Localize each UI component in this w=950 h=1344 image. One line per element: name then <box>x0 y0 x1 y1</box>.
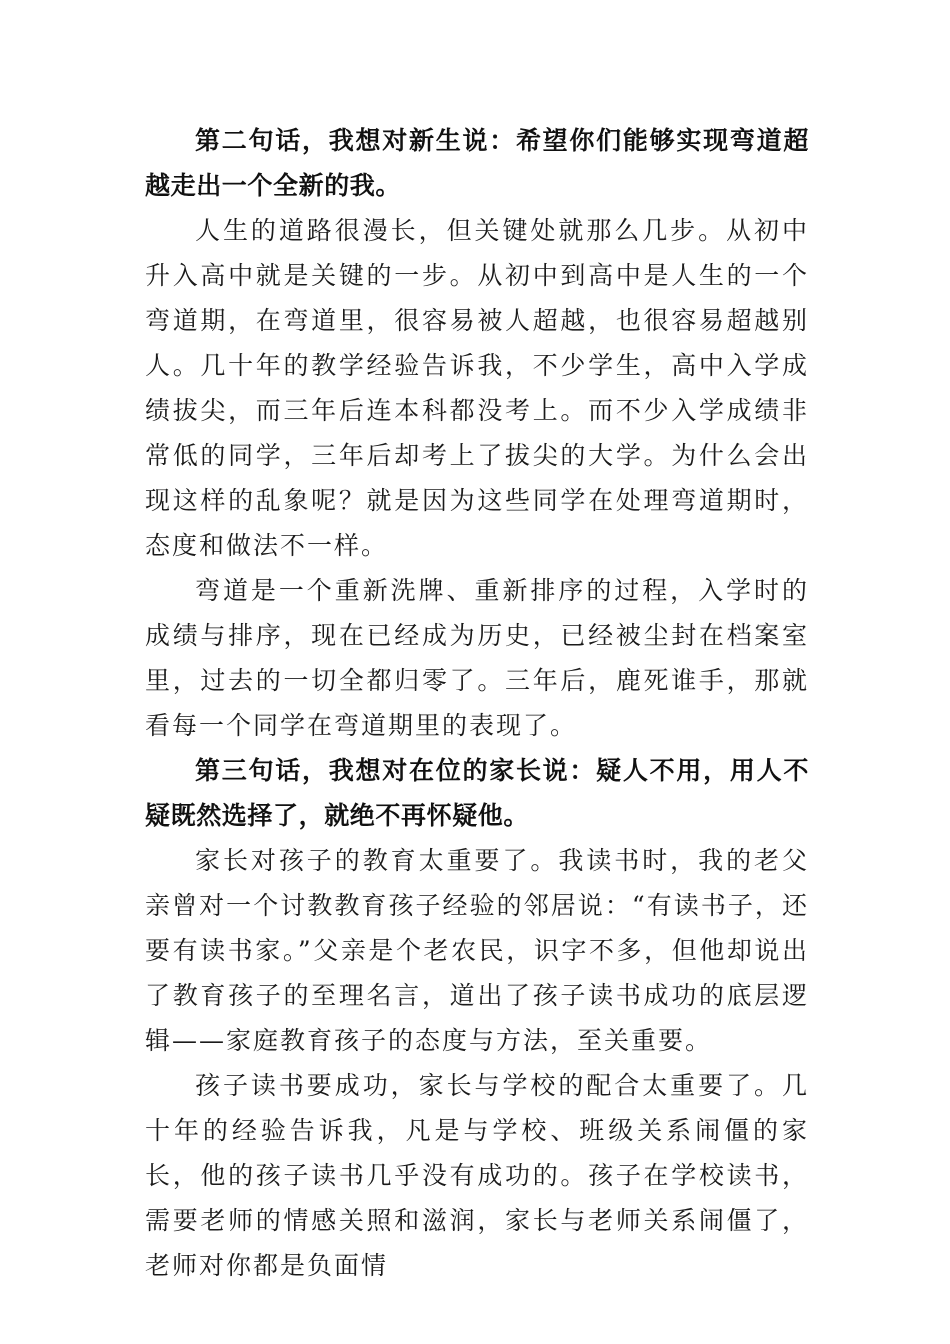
body-paragraph: 孩子读书要成功，家长与学校的配合太重要了。几十年的经验告诉我，凡是与学校、班级关系闹僵的家长，他的孩子读书几乎没有成功的。孩子在学校读书，需要老师的情感关照和滋润，家长与老师关系闹僵了，老师对你都是负面情 <box>145 1071 809 1280</box>
heading-second-sentence: 第二句话，我想对新生说：希望你们能够实现弯道超越走出一个全新的我。 <box>145 126 809 200</box>
document-page <box>145 118 809 1288</box>
body-paragraph: 家长对孩子的教育太重要了。我读书时，我的老父亲曾对一个讨教教育孩子经验的邻居说：“有读书子，还要有读书家。”父亲是个老农民，识字不多，但他却说出了教育孩子的至理名言，道出了孩子读书成功的底层逻辑——家庭教育孩子的态度与方法，至关重要。 <box>145 846 809 1055</box>
body-paragraph: 弯道是一个重新洗牌、重新排序的过程，入学时的成绩与排序，现在已经成为历史，已经被尘封在档案室里，过去的一切全都归零了。三年后，鹿死谁手，那就看每一个同学在弯道期里的表现了。 <box>145 576 809 740</box>
heading-third-sentence: 第三句话，我想对在位的家长说：疑人不用，用人不疑既然选择了，就绝不再怀疑他。 <box>145 756 809 830</box>
body-paragraph: 人生的道路很漫长，但关键处就那么几步。从初中升入高中就是关键的一步。从初中到高中是人生的一个弯道期，在弯道里，很容易被人超越，也很容易超越别人。几十年的教学经验告诉我，不少学生，高中入学成绩拔尖，而三年后连本科都没考上。而不少入学成绩非常低的同学，三年后却考上了拔尖的大学。为什么会出现这样的乱象呢？就是因为这些同学在处理弯道期时，态度和做法不一样。 <box>145 216 809 560</box>
